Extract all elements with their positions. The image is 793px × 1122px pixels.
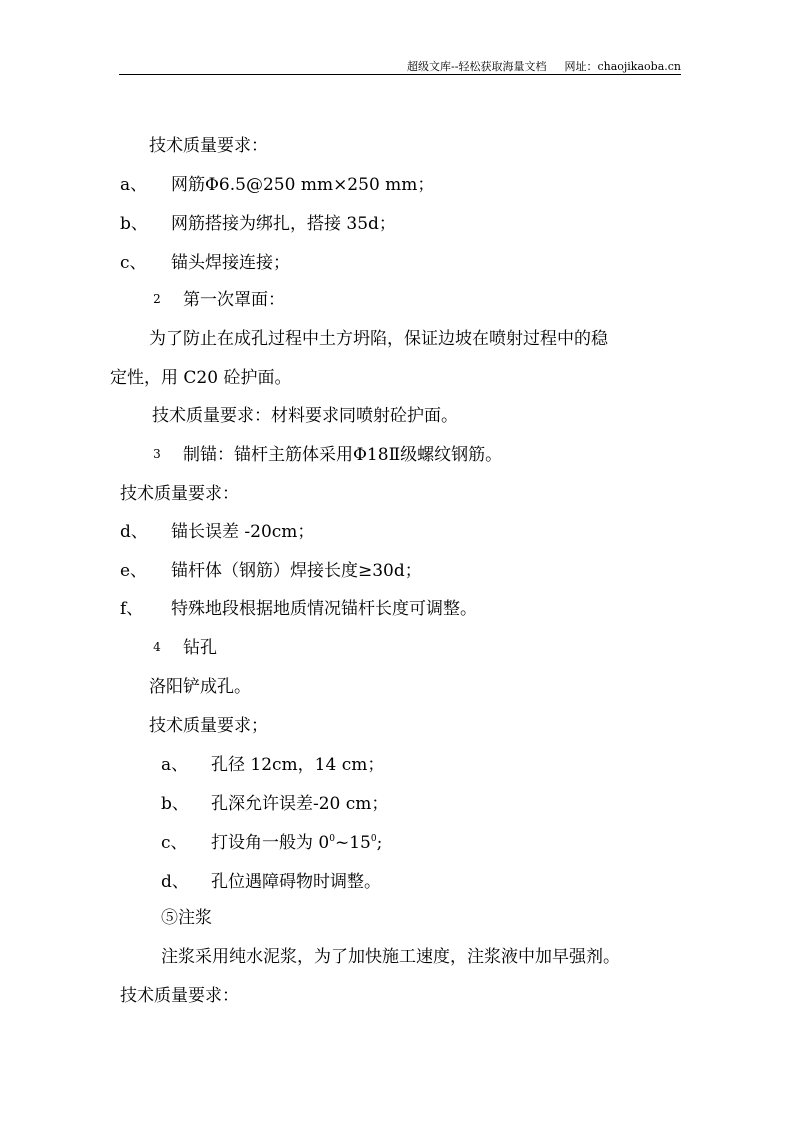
paragraph-line: 技术质量要求：材料要求同喷射砼护面。 xyxy=(152,406,458,426)
list-item xyxy=(120,174,434,196)
paragraph-line: 技术质量要求： xyxy=(120,986,239,1006)
list-item xyxy=(161,793,388,815)
list-item xyxy=(120,598,477,620)
header-rule xyxy=(119,74,681,75)
list-item xyxy=(120,560,422,582)
paragraph-line: 定性，用 C20 砼护面。 xyxy=(110,368,292,388)
list-marker: a、 xyxy=(161,755,189,775)
heading-text: 第一次罩面： xyxy=(183,290,285,310)
list-marker: d、 xyxy=(120,522,148,542)
paragraph-line: 技术质量要求： xyxy=(120,484,239,504)
list-text: 网筋Φ6.5@250 mm×250 mm； xyxy=(171,175,435,195)
list-item xyxy=(120,521,314,543)
paragraph-line: 注浆采用纯水泥浆，为了加快施工速度，注浆液中加早强剂。 xyxy=(161,947,620,967)
list-text: 孔位遇障碍物时调整。 xyxy=(211,872,381,892)
list-marker: b、 xyxy=(161,794,189,814)
list-marker: c、 xyxy=(120,253,147,273)
list-marker: b、 xyxy=(120,214,148,234)
list-text: 孔深允许误差-20 cm； xyxy=(211,794,389,814)
list-text: 锚头焊接连接； xyxy=(171,253,290,273)
list-marker: e、 xyxy=(120,561,148,581)
heading-number: 3 xyxy=(153,447,161,461)
list-marker: d、 xyxy=(161,872,189,892)
list-text: 孔径 12cm，14 cm； xyxy=(211,755,385,775)
paragraph-line: 技术质量要求： xyxy=(149,136,268,156)
heading-number: 4 xyxy=(153,640,161,654)
degree-superscript: 0 xyxy=(370,834,377,844)
numbered-heading xyxy=(149,289,285,311)
header-url-label: 网址： xyxy=(564,60,598,73)
paragraph-line: 技术质量要求； xyxy=(149,716,268,736)
list-text: 锚杆体（钢筋）焊接长度≥30d； xyxy=(171,561,422,581)
list-text: 特殊地段根据地质情况锚杆长度可调整。 xyxy=(171,599,477,619)
list-marker: c、 xyxy=(161,833,188,853)
list-item xyxy=(161,871,381,893)
list-item xyxy=(120,252,290,274)
list-item xyxy=(161,832,382,854)
list-marker: f、 xyxy=(120,599,144,619)
numbered-heading xyxy=(149,444,502,466)
heading-text: 钻孔 xyxy=(183,638,217,658)
list-marker: a、 xyxy=(120,175,148,195)
list-text: 网筋搭接为绑扎，搭接 35d； xyxy=(171,214,396,234)
list-text: ; xyxy=(376,833,383,853)
numbered-heading xyxy=(149,637,217,659)
paragraph-line: ⑤注浆 xyxy=(161,908,212,928)
header-url[interactable]: chaojikaoba.cn xyxy=(597,60,681,73)
page-header xyxy=(407,58,681,74)
list-item xyxy=(120,213,396,235)
header-site-name: 超级文库--轻松获取海量文档 xyxy=(407,60,547,73)
heading-text: 制锚：锚杆主筋体采用Φ18Ⅱ级螺纹钢筋。 xyxy=(183,445,503,465)
list-text: ~15 xyxy=(334,833,371,853)
list-text: 锚长误差 -20cm； xyxy=(171,522,315,542)
paragraph-line: 洛阳铲成孔。 xyxy=(149,677,251,697)
list-text: 打设角一般为 0 xyxy=(211,833,330,853)
list-item xyxy=(161,754,384,776)
heading-number: 2 xyxy=(153,292,161,306)
degree-superscript: 0 xyxy=(329,834,335,844)
paragraph-line: 为了防止在成孔过程中土方坍陷，保证边坡在喷射过程中的稳 xyxy=(149,329,608,349)
